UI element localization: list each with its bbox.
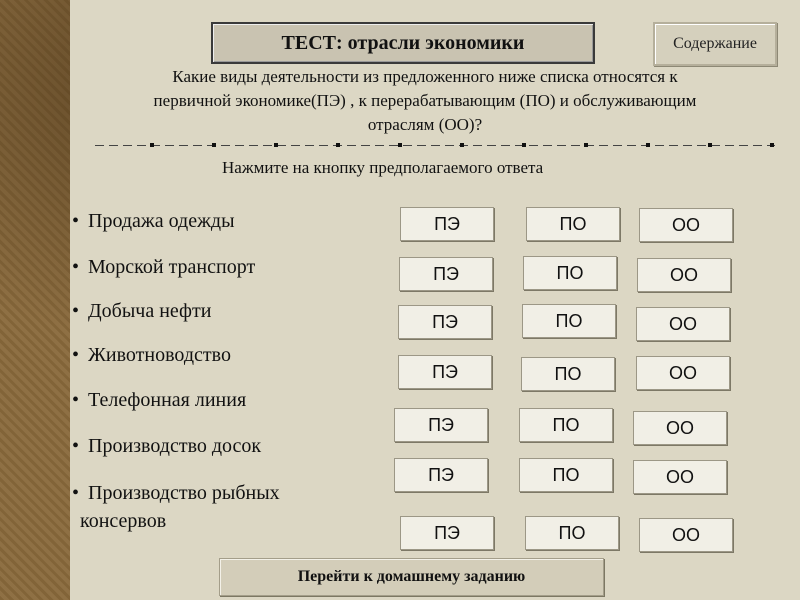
bullet: • (72, 256, 80, 278)
list-item-phone-line (72, 386, 246, 414)
question-line: первичной экономике(ПЭ) , к перерабатывающим (ПО) и обслуживающим (153, 91, 697, 110)
item-label: Производство досок (88, 435, 262, 457)
answer-po-button[interactable]: ПО (519, 458, 613, 492)
answer-pe-button[interactable]: ПЭ (398, 305, 492, 339)
bullet: • (72, 344, 80, 366)
item-label-continued: консервов (80, 510, 167, 532)
bullet: • (72, 210, 80, 232)
answer-po-button[interactable]: ПО (526, 207, 620, 241)
answer-oo-button[interactable]: ОО (639, 208, 733, 242)
answer-oo-button[interactable]: ОО (633, 411, 727, 445)
item-label: Морской транспорт (88, 256, 256, 278)
go-to-homework-button[interactable]: Перейти к домашнему заданию (219, 558, 604, 596)
list-item-sea-transport (72, 253, 255, 281)
list-item-clothing-sales (72, 207, 235, 235)
question-text (60, 65, 790, 137)
list-item-board-production (72, 432, 261, 460)
question-line: Какие виды деятельности из предложенного ниже списка относятся к (172, 67, 678, 86)
answer-oo-button[interactable]: ОО (636, 356, 730, 390)
item-label: Телефонная линия (88, 389, 247, 411)
contents-button[interactable]: Содержание (653, 22, 777, 66)
item-label: Продажа одежды (88, 210, 235, 232)
answer-oo-button[interactable]: ОО (636, 307, 730, 341)
answer-pe-button[interactable]: ПЭ (394, 408, 488, 442)
bullet: • (72, 482, 80, 504)
bullet: • (72, 435, 80, 457)
answer-oo-button[interactable]: ОО (639, 518, 733, 552)
answer-po-button[interactable]: ПО (525, 516, 619, 550)
item-label: Добыча нефти (88, 300, 212, 322)
answer-pe-button[interactable]: ПЭ (400, 207, 494, 241)
instruction-text: Нажмите на кнопку предполагаемого ответа (222, 158, 544, 177)
answer-pe-button[interactable]: ПЭ (399, 257, 493, 291)
answer-po-button[interactable]: ПО (519, 408, 613, 442)
list-item-livestock (72, 341, 231, 369)
item-label: Животноводство (88, 344, 231, 366)
question-line: отраслям (ОО)? (367, 115, 483, 134)
answer-oo-button[interactable]: ОО (633, 460, 727, 494)
dashed-divider (95, 143, 775, 147)
answer-oo-button[interactable]: ОО (637, 258, 731, 292)
item-label: Производство рыбных (88, 482, 280, 504)
bullet: • (72, 389, 80, 411)
answer-po-button[interactable]: ПО (523, 256, 617, 290)
answer-po-button[interactable]: ПО (522, 304, 616, 338)
answer-pe-button[interactable]: ПЭ (394, 458, 488, 492)
answer-pe-button[interactable]: ПЭ (398, 355, 492, 389)
list-item-canned-fish (72, 479, 280, 535)
answer-po-button[interactable]: ПО (521, 357, 615, 391)
answer-pe-button[interactable]: ПЭ (400, 516, 494, 550)
page-title: ТЕСТ: отрасли экономики (211, 22, 595, 64)
list-item-oil-extraction (72, 297, 211, 325)
bullet: • (72, 300, 80, 322)
